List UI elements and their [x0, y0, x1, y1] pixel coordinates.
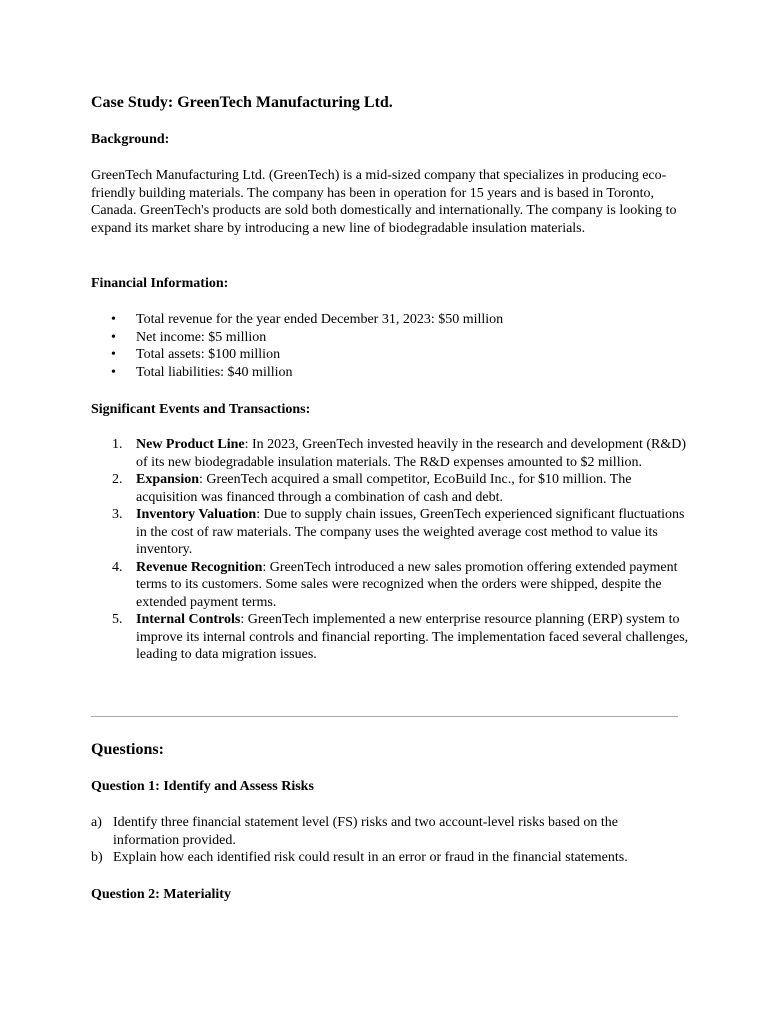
bullet-marker: • [111, 312, 116, 327]
event-term: Expansion [136, 472, 200, 487]
list-item-text: Explain how each identified risk could result in an error or fraud in the financial statements. [113, 850, 628, 865]
list-item-text: Total revenue for the year ended December 31, 2023: $50 million [136, 312, 504, 327]
list-item [91, 559, 691, 612]
event-term: Revenue Recognition [136, 559, 263, 575]
bullet-marker: • [111, 329, 116, 345]
list-item-text: Identify three financial statement level (FS) risks and two account-level risks based on the information provided. [113, 815, 619, 848]
list-item-text: Total assets: $100 million [136, 347, 281, 362]
list-item [91, 814, 681, 849]
list-item [91, 436, 691, 471]
list-number: 4. [112, 559, 123, 575]
background-paragraph: GreenTech Manufacturing Ltd. (GreenTech) is a mid-sized company that specializes in producing eco-friendly building materials. The company has been in operation for 15 years and is based in Toronto, Canada. GreenTech's products are sold both domestically and internationally. The company is looking to expand its market share by introducing a new line of biodegradable insulation materials. [91, 168, 677, 236]
bullet-marker: • [111, 364, 116, 380]
event-text: : In 2023, GreenTech invested heavily in the research and development (R&D) of its new biodegradable insulation materials. The R&D expenses amounted to $2 million. [136, 437, 687, 470]
list-item [91, 849, 681, 867]
event-term: Inventory Valuation [136, 507, 257, 522]
question-1-heading: Question 1: Identify and Assess Risks [91, 779, 314, 794]
list-item [91, 364, 691, 382]
question-2-heading: Question 2: Materiality [91, 887, 231, 902]
list-item [91, 329, 691, 347]
list-number: 5. [112, 612, 123, 627]
financial-list [91, 311, 691, 381]
horizontal-divider [91, 716, 678, 717]
event-text: : GreenTech implemented a new enterprise resource planning (ERP) system to improve its internal controls and financial reporting. The implementation faced several challenges, leading to data migration issues. [136, 612, 689, 662]
background-heading: Background: [91, 132, 170, 147]
list-item [91, 346, 691, 364]
event-text: : GreenTech acquired a small competitor, EcoBuild Inc., for $10 million. The acquisition was financed through a combination of cash and debt. [136, 472, 632, 505]
list-item [91, 611, 691, 664]
document-title: Case Study: GreenTech Manufacturing Ltd. [91, 94, 393, 111]
questions-heading: Questions: [91, 741, 164, 758]
event-text: : Due to supply chain issues, GreenTech experienced significant fluctuations in the cost of raw materials. The company uses the weighted average cost method to value its inventory. [136, 507, 685, 557]
financial-heading: Financial Information: [91, 276, 229, 291]
bullet-marker: • [111, 347, 116, 362]
list-number: 2. [112, 472, 123, 487]
list-item [91, 471, 691, 506]
list-letter: b) [91, 850, 103, 865]
list-number: 3. [112, 507, 123, 522]
event-term: Internal Controls [136, 612, 241, 627]
list-item-text: Total liabilities: $40 million [136, 364, 293, 380]
list-number: 1. [112, 437, 123, 452]
list-item [91, 506, 691, 559]
list-letter: a) [91, 815, 102, 830]
list-item-text: Net income: $5 million [136, 329, 267, 345]
events-heading: Significant Events and Transactions: [91, 402, 311, 417]
event-text: : GreenTech introduced a new sales promotion offering extended payment terms to its customers. Some sales were recognized when the orders were shipped, despite the extended payment terms. [136, 559, 678, 610]
question-1-list [91, 814, 681, 867]
list-item [91, 311, 691, 329]
events-list [91, 436, 691, 664]
event-term: New Product Line [136, 437, 245, 452]
